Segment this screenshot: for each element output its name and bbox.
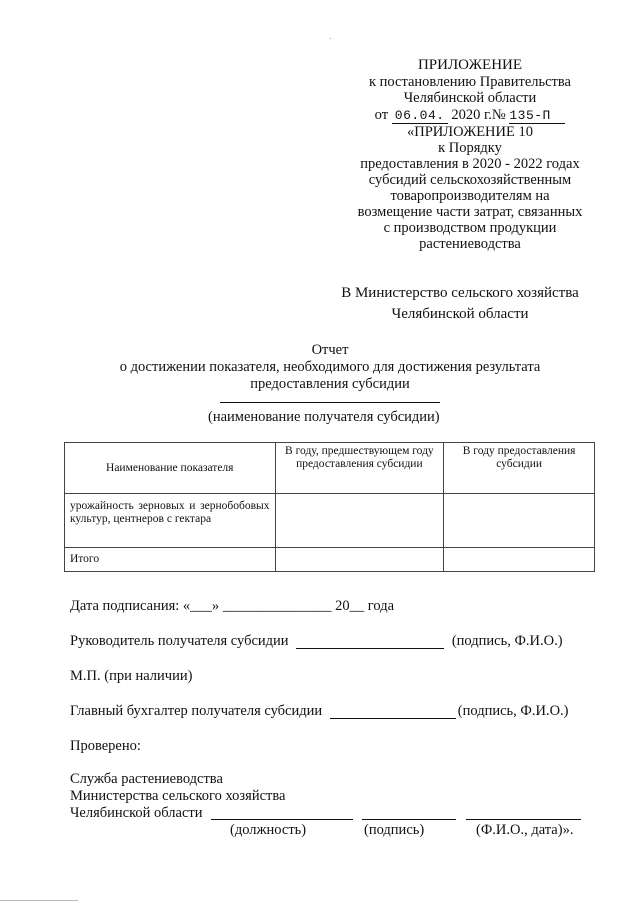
- procedure-line: товаропроизводителям на: [390, 188, 550, 204]
- accountant-label: Главный бухгалтер получателя субсидии: [70, 703, 323, 719]
- header-cell-current-year: [444, 443, 595, 494]
- procedure-line: с производством продукции: [383, 220, 557, 236]
- row-current-cell: [444, 494, 595, 548]
- appendix-line-1: к постановлению Правительства: [369, 74, 571, 90]
- table-row: [65, 494, 595, 548]
- row-total-previous-cell: [275, 548, 444, 572]
- head-signature-caption: (подпись, Ф.И.О.): [451, 633, 563, 649]
- procedure-lines: [345, 140, 595, 252]
- service-line-3: Челябинской области: [70, 805, 203, 821]
- procedure-line: предоставления в 2020 - 2022 годах: [360, 156, 580, 172]
- date-prefix: от: [374, 107, 389, 123]
- report-title-block: [60, 342, 600, 393]
- appendix-line-2: Челябинской области: [403, 90, 537, 106]
- row-total-current-cell: [444, 548, 595, 572]
- appendix-date-line: [345, 107, 595, 124]
- service-block: [70, 771, 285, 822]
- table-header-row: [65, 443, 595, 494]
- signature-blank-line: [362, 819, 456, 820]
- report-table: [64, 442, 595, 572]
- procedure-line: субсидий сельскохозяйственным: [368, 172, 572, 188]
- report-subtitle-line-2: предоставления субсидии: [250, 376, 410, 392]
- table-row: [65, 548, 595, 572]
- date-year: 2020 г.№: [451, 107, 506, 123]
- report-subtitle-line-1: о достижении показателя, необходимого для достижения результата: [119, 359, 541, 375]
- row-indicator-name: урожайность зерновых и зернобобовых культур, центнеров с гектара: [70, 500, 270, 525]
- accountant-signature-line: [70, 703, 569, 720]
- header-indicator-label: Наименование показателя: [106, 461, 234, 474]
- head-signature-line: [70, 633, 563, 650]
- position-blank-line: [211, 819, 353, 820]
- procedure-line: к Порядку: [438, 140, 502, 156]
- appendix-10-title: «ПРИЛОЖЕНИЕ 10: [407, 124, 533, 140]
- recipient-caption: (наименование получателя субсидии): [208, 409, 440, 425]
- checked-label: Проверено:: [70, 738, 141, 754]
- name-date-blank-line: [466, 819, 581, 820]
- procedure-line: растениеводства: [419, 236, 521, 252]
- accountant-signature-caption: (подпись, Ф.И.О.): [457, 703, 569, 719]
- header-previous-year-label: В году, предшествующем году предоставления субсидии: [285, 445, 434, 470]
- signature-caption: (подпись): [364, 822, 425, 838]
- head-signature-blank: [296, 634, 444, 649]
- procedure-line: возмещение части затрат, связанных: [357, 204, 583, 220]
- row-total-cell: [65, 548, 276, 572]
- signing-date: Дата подписания: «___» _______________ 20__ года: [70, 598, 395, 614]
- service-line-1: Служба растениеводства: [70, 771, 223, 787]
- number-value: 135-П: [509, 109, 565, 124]
- addressee-line-2: Челябинской области: [391, 306, 529, 322]
- addressee: [330, 283, 590, 325]
- recipient-name-line: [220, 402, 440, 403]
- appendix-title: ПРИЛОЖЕНИЕ: [417, 57, 523, 73]
- date-value: 06.04.: [392, 109, 448, 124]
- name-date-caption: (Ф.И.О., дата)».: [476, 822, 574, 838]
- accountant-signature-blank: [330, 704, 456, 719]
- header-cell-previous-year: [275, 443, 444, 494]
- header-cell-indicator: [65, 443, 276, 494]
- row-total-label: Итого: [70, 553, 100, 565]
- addressee-line-1: В Министерство сельского хозяйства: [341, 285, 579, 301]
- scan-edge-line: [0, 900, 78, 901]
- row-indicator-cell: [65, 494, 276, 548]
- row-previous-cell: [275, 494, 444, 548]
- head-label: Руководитель получателя субсидии: [70, 633, 289, 649]
- header-current-year-label: В году предоставления субсидии: [462, 445, 576, 470]
- stamp-note: М.П. (при наличии): [70, 668, 193, 684]
- position-caption: (должность): [230, 822, 307, 838]
- service-line-2: Министерства сельского хозяйства: [70, 788, 286, 804]
- report-title: Отчет: [311, 342, 349, 358]
- appendix-header: [345, 56, 595, 252]
- scan-speck: [330, 38, 331, 39]
